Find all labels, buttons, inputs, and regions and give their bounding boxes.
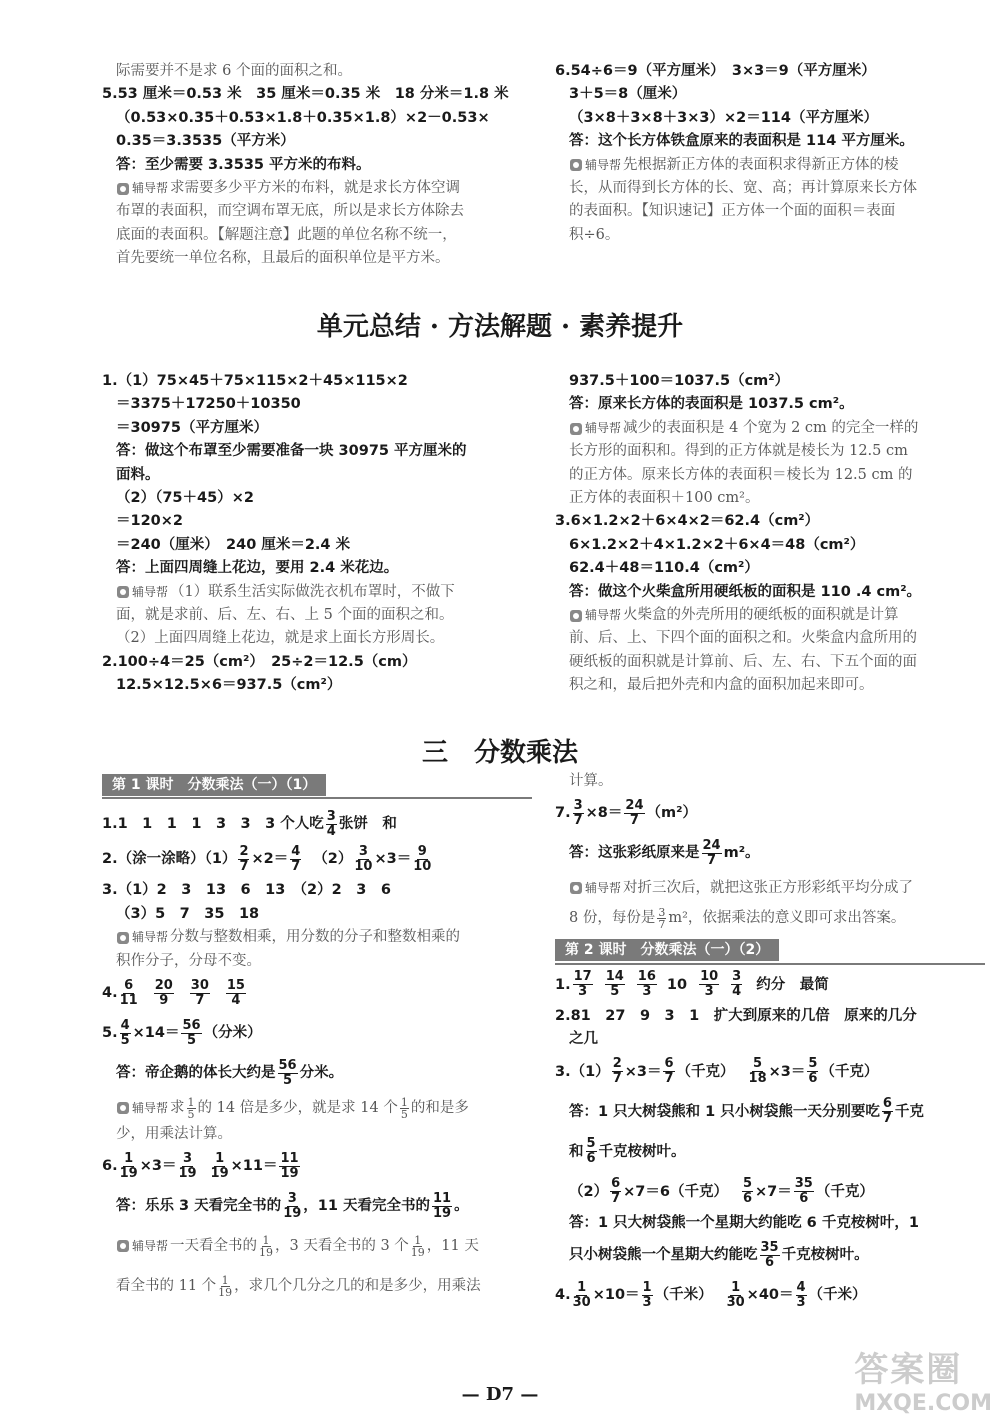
watermark-url: MXQE.COM (854, 1391, 992, 1416)
tip-line: 辅导帮 对折三次后，就把这张正方形彩纸平均分成了 (555, 873, 985, 903)
answer-line: 答：乐乐 3 天看完全书的 3 19 ，11 天看完全书的 11 19 。 (116, 1190, 469, 1221)
lesson-label: 第 2 课时 分数乘法（一）（2） (555, 939, 779, 961)
answer-line: 答：1 只大树袋熊和 1 只小树袋熊一天分别要吃 6 7 千克 (569, 1096, 924, 1127)
bottom-left-column (102, 774, 532, 1306)
text-line: 3＋5＝8（厘米） (569, 86, 687, 103)
text-line: ＝3375＋17250＋10350 (116, 396, 301, 413)
tip-line: 辅导帮 一天看全书的 1 19 ，3 天看全书的 3 个 1 19 ，11 天 (102, 1226, 532, 1266)
text-line: 计算。 (569, 773, 613, 789)
tip-line: 的正方体。原来长方体的表面积＝棱长为 12.5 cm 的 (569, 466, 913, 483)
answer-line: 答：1 只大树袋熊一个星期大约能吃 6 千克桉树叶，1 (569, 1214, 919, 1231)
q3-line2: （3）5 7 35 18 (116, 905, 260, 922)
tip-label: 辅导帮 (132, 584, 169, 599)
helper-icon: 辅导帮 (569, 873, 621, 903)
tip-text: 先根据新正方体的表面积求得新正方体的棱 (623, 156, 899, 173)
tip-line: 长方形的面积和。得到的正方体就是棱长为 12.5 cm (569, 443, 908, 460)
lesson-header (555, 939, 985, 964)
chapter-title: 三 分数乘法 (421, 738, 578, 768)
text-line: 面料。 (116, 466, 160, 483)
q4: 4. $\frac{1}{30}$ ×10＝ 1 3 （千米） $\frac{1}{30}$ ×40＝ 4 3 （千米） (555, 1279, 867, 1310)
text-line: 62.4＋48＝110.4（cm²） (569, 560, 759, 577)
helper-icon: 辅导帮 (116, 1226, 168, 1266)
tip-label: 辅导帮 (132, 181, 169, 196)
text-line: 际需要并不是求 6 个面的面积之和。 (116, 63, 352, 79)
q7: 7. $\frac{3}{7}$ ×8＝ 24 7 （m²） (555, 797, 697, 828)
tip-line (102, 581, 532, 604)
fraction: 3 4 (326, 808, 336, 839)
text-line: （2）（75＋45）×2 (116, 490, 254, 507)
top-left-column (102, 60, 522, 271)
text-line: 937.5＋100＝1037.5（cm²） (569, 373, 790, 389)
top-right-column (555, 60, 975, 247)
tip-text: 求需要多少平方米的布料，就是求长方体空调 (170, 180, 461, 197)
helper-icon (116, 581, 168, 604)
answer-line: 答：做这个布罩至少需要准备一块 30975 平方厘米的 (116, 443, 467, 460)
answer-line: 和 5 6 千克桉树叶。 (569, 1136, 686, 1167)
tip-line: 积之和，最后把外壳和内盒的面积加起来即可。 (569, 677, 874, 694)
answer-line: 只小树袋熊一个星期大约能吃 35 6 千克桉树叶。 (569, 1239, 869, 1270)
bottom-right-column (555, 770, 985, 1315)
tip-line: （2）上面四周缝上花边，就是求上面长方形周长。 (116, 630, 445, 647)
tip-line (555, 604, 985, 627)
tip-text: 减少的表面积是 4 个宽为 2 cm 的完全一样的 (623, 419, 919, 436)
answer-line: 答：做这个火柴盒所用硬纸板的面积是 110 .4 cm²。 (569, 583, 922, 600)
q3: 3.（1）2 3 13 6 13 （2）2 3 6 (102, 882, 391, 899)
tip-line: 底面的表面积。【解题注意】此题的单位名称不统一， (116, 226, 457, 243)
text-line: ＝120×2 (116, 513, 184, 530)
section-title: 单元总结 · 方法解题 · 素养提升 (316, 312, 684, 342)
text-line: 6.54÷6＝9（平方厘米） 3×3＝9（平方厘米） (555, 63, 876, 79)
tip-line: 长，从而得到长方体的长、宽、高；再计算原来长方体 (569, 180, 917, 197)
text-line: 12.5×12.5×6＝937.5（cm²） (116, 677, 342, 694)
text-line: （0.53×0.35＋0.53×1.8＋0.35×1.8）×2－0.53× (116, 109, 490, 126)
tip-line: 8 份，每份是 3 7 m²，依据乘法的意义即可求出答案。 (569, 905, 906, 931)
mid-left-column (102, 370, 532, 698)
tip-line: 少，用乘法计算。 (116, 1126, 232, 1143)
tip-line: 辅导帮 求 1 5 的 14 倍是多少，就是求 14 个 1 5 的和是多 (102, 1093, 532, 1123)
tip-label: 辅导帮 (585, 608, 622, 623)
text-line: ＝240（厘米） 240 厘米＝2.4 米 (116, 536, 351, 553)
q5: 5. $\frac{4}{5}$ ×14＝ 56 5 （分米） (102, 1017, 262, 1048)
tip-line: 看全书的 11 个 1 19 ，求几个几分之几的和是多少，用乘法 (116, 1273, 481, 1299)
tip-line: 布罩的表面积，而空调布罩无底，所以是求长方体除去 (116, 203, 464, 220)
text-line: 3.6×1.2×2＋6×4×2＝62.4（cm²） (555, 513, 820, 530)
q2: 2.81 27 9 3 1 扩大到原来的几倍 原来的几分 (555, 1007, 917, 1024)
helper-icon: 辅导帮 (116, 926, 168, 949)
answer-line: 答：上面四周缝上花边，要用 2.4 米花边。 (116, 560, 399, 577)
helper-icon (569, 604, 621, 627)
page-number: — D7 — (461, 1384, 539, 1405)
tip-line: 积作分子，分母不变。 (116, 952, 261, 969)
answer-line: 答：原来长方体的表面积是 1037.5 cm²。 (569, 396, 854, 413)
tip-line: 硬纸板的面积就是计算前、后、左、右、下五个面的面 (569, 653, 917, 670)
tip-line: 面，就是求前、后、左、右、上 5 个面的面积之和。 (116, 607, 454, 624)
text-line: 0.35＝3.3535（平方米） (116, 133, 295, 150)
q1: 1. 17 3 14 5 16 3 10 10 3 3 4 约分 最简 (555, 969, 829, 1000)
text-line: 5.53 厘米＝0.53 米 35 厘米＝0.35 米 18 分米＝1.8 米 (102, 86, 509, 103)
tip-line: 正方体的表面积＋100 cm²。 (569, 490, 760, 507)
q4: 4. 6 11 20 9 30 7 15 4 (102, 977, 245, 1008)
watermark-logo: 答案圈 (854, 1350, 963, 1390)
q3-part2: （2） $\frac{6}{7}$ ×7＝6（千克） $\frac{5}{6}$ ×7＝ 35 6 （千克） (569, 1176, 874, 1207)
q3: 3.（1） $\frac{2}{7}$ ×3＝ 6 7 （千克） $\frac{5}{18}$ ×3＝ 5 6 （千克） (555, 1056, 879, 1087)
tip-line (102, 177, 522, 200)
helper-icon (569, 417, 621, 440)
answer-line: 答：至少需要 3.3535 平方米的布料。 (116, 156, 371, 173)
tip-line: 前、后、上、下四个面的面积之和。火柴盒内盒所用的 (569, 630, 917, 647)
answer-line: 答：这个长方体铁盒原来的表面积是 114 平方厘米。 (569, 133, 914, 150)
tip-line: 辅导帮 分数与整数相乘，用分数的分子和整数相乘的 (102, 926, 532, 949)
text-line: ＝30975（平方厘米） (116, 419, 268, 436)
mid-right-column (555, 370, 985, 698)
q2-line2: 之几 (569, 1031, 598, 1048)
helper-icon: 辅导帮 (116, 1093, 168, 1123)
text-line: 1.（1）75×45＋75×115×2＋45×115×2 (102, 373, 408, 389)
tip-line (555, 154, 975, 177)
lesson-header (102, 774, 532, 799)
text-line: （3×8＋3×8＋3×3）×2＝114（平方厘米） (569, 109, 878, 126)
tip-line (555, 417, 985, 440)
text-line: 6×1.2×2＋4×1.2×2＋6×4＝48（cm²） (569, 536, 865, 553)
helper-icon (116, 177, 168, 200)
text-line: 2.100÷4＝25（cm²） 25÷2＝12.5（cm） (102, 653, 417, 670)
q1: 1.1 1 1 1 3 3 3 个人吃 3 4 张饼 和 (102, 808, 397, 839)
tip-label: 辅导帮 (585, 157, 622, 172)
tip-text: 火柴盒的外壳所用的硬纸板的面积就是计算 (623, 607, 899, 624)
tip-line: 的表面积。【知识速记】正方体一个面的面积＝表面 (569, 203, 896, 220)
q6: 6. $\frac{1}{19}$ ×3＝ 3 19 $\frac{1}{19}$ ×11＝ 11 19 (102, 1150, 299, 1181)
answer-line: 答：这张彩纸原来是 24 7 m²。 (569, 837, 760, 868)
lesson-label: 第 1 课时 分数乘法（一）（1） (102, 774, 326, 796)
q2: 2.（涂一涂略）（1） $\frac{2}{7}$ ×2＝ 4 7 （2） $\frac{3}{10}$ ×3＝ 9 10 (102, 843, 432, 874)
answer-line: 答：帝企鹅的体长大约是 56 5 分米。 (116, 1057, 344, 1088)
tip-label: 辅导帮 (585, 420, 622, 435)
watermark (854, 1342, 992, 1416)
tip-line: 首先要统一单位名称，且最后的面积单位是平方米。 (116, 250, 450, 267)
tip-line: 积÷6。 (569, 226, 620, 243)
helper-icon (569, 154, 621, 177)
tip-text: （1）联系生活实际做洗衣机布罩时，不做下 (170, 583, 455, 600)
